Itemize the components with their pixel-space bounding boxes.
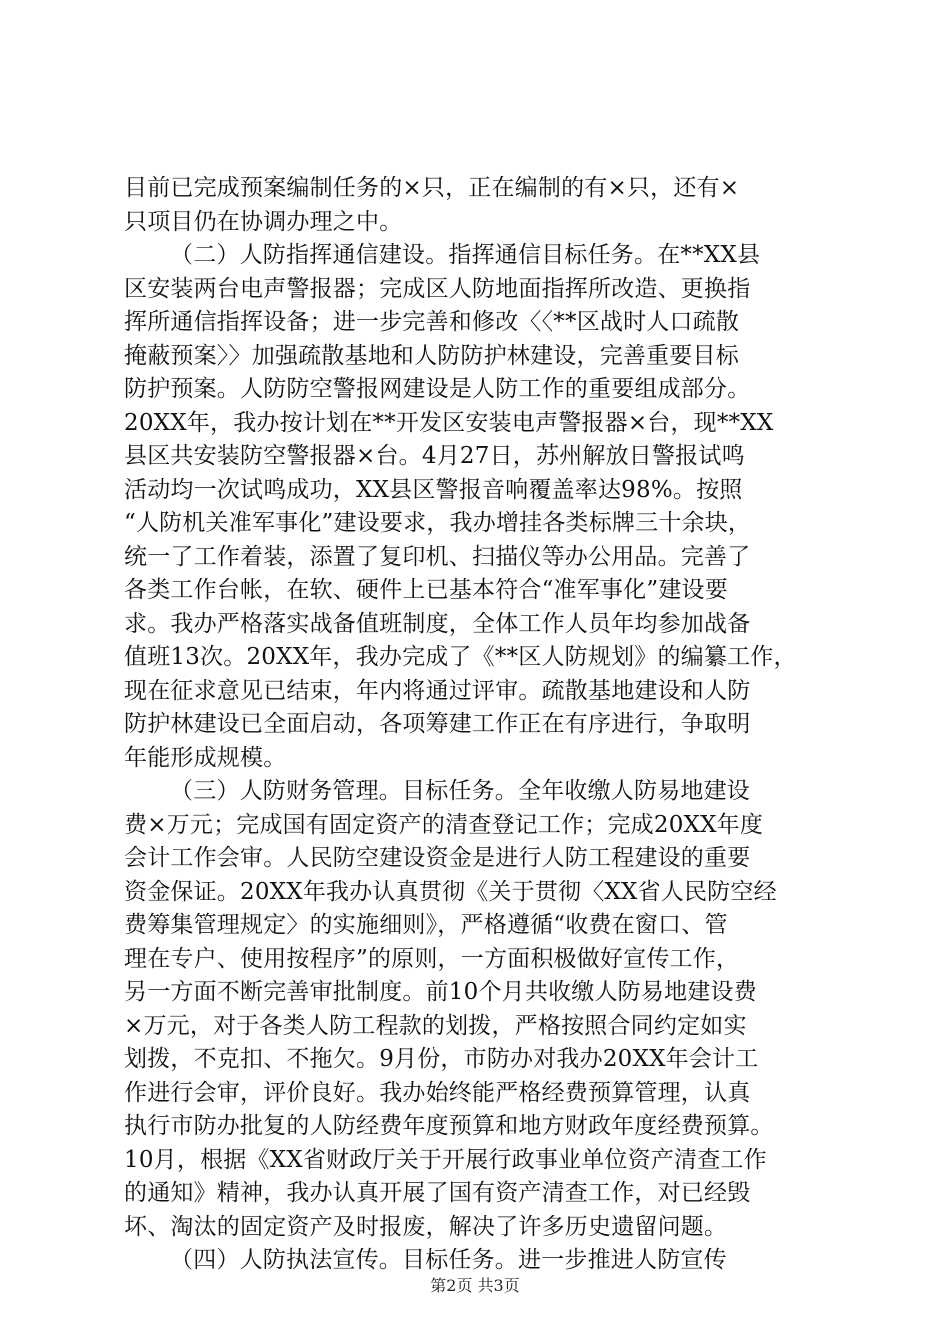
text-line: 现在征求意见已结束，年内将通过评审。疏散基地建设和人防 bbox=[124, 677, 751, 704]
text-line: 作进行会审，评价良好。我办始终能严格经费预算管理，认真 bbox=[124, 1079, 751, 1106]
text-line: 目前已完成预案编制任务的×只，正在编制的有×只，还有× bbox=[124, 175, 740, 201]
text-line: 求。我办严格落实战备值班制度，全体工作人员年均参加战备 bbox=[124, 610, 751, 637]
text-line: 值班13次。20XX年，我办完成了《**区人防规划》的编纂工作， bbox=[124, 644, 797, 670]
page-footer: 第2页 共3页 bbox=[430, 1276, 520, 1295]
text-line: 活动均一次试鸣成功，XX县区警报音响覆盖率达98%。按照 bbox=[124, 476, 743, 503]
text-line: 划拨，不克扣、不拖欠。9月份，市防办对我办20XX年会计工 bbox=[124, 1046, 759, 1072]
text-line: 资金保证。20XX年我办认真贯彻《关于贯彻〈XX省人民防空经 bbox=[124, 878, 777, 905]
text-line: 防护林建设已全面启动，各项筹建工作正在有序进行，争取明 bbox=[124, 711, 751, 737]
text-line: 20XX年，我办按计划在**开发区安装电声警报器×台，现**XX bbox=[124, 409, 774, 436]
text-line: 年能形成规模。 bbox=[124, 744, 287, 771]
text-line: ×万元，对于各类人防工程款的划拨，严格按照合同约定如实 bbox=[124, 1012, 747, 1039]
text-line: 掩蔽预案〉〉加强疏散基地和人防防护林建设，完善重要目标 bbox=[124, 342, 739, 369]
document-body bbox=[124, 172, 844, 1278]
text-line: 10月，根据《XX省财政厅关于开展行政事业单位资产清查工作 bbox=[124, 1146, 767, 1173]
text-line: 县区共安装防空警报器×台。4月27日，苏州解放日警报试鸣 bbox=[124, 443, 745, 469]
text-line: 统一了工作着装，添置了复印机、扫描仪等办公用品。完善了 bbox=[124, 543, 751, 570]
text-line: 另一方面不断完善审批制度。前10个月共收缴人防易地建设费 bbox=[124, 979, 757, 1005]
text-line: 执行市防办批复的人防经费年度预算和地方财政年度经费预算。 bbox=[124, 1113, 774, 1139]
paragraph-first-line: （二）人防指挥通信建设。指挥通信目标任务。在**XX县 bbox=[170, 242, 761, 268]
text-line: “人防机关准军事化”建设要求，我办增挂各类标牌三十余块， bbox=[124, 510, 752, 536]
text-line: 各类工作台帐，在软、硬件上已基本符合“准军事化”建设要 bbox=[124, 577, 728, 603]
text-line: 费×万元；完成国有固定资产的清查登记工作；完成20XX年度 bbox=[124, 811, 764, 838]
text-line: 区安装两台电声警报器；完成区人防地面指挥所改造、更换指 bbox=[124, 275, 751, 302]
text-line: 只项目仍在协调办理之中。 bbox=[124, 208, 403, 235]
paragraph-first-line: （三）人防财务管理。目标任务。全年收缴人防易地建设 bbox=[170, 778, 750, 804]
text-line: 挥所通信指挥设备；进一步完善和修改〈〈**区战时人口疏散 bbox=[124, 309, 740, 335]
text-line: 会计工作会审。人民防空建设资金是进行人防工程建设的重要 bbox=[124, 845, 751, 871]
text-line: 坏、淘汰的固定资产及时报废，解决了许多历史遗留问题。 bbox=[124, 1213, 728, 1240]
text-line: 理在专户、使用按程序”的原则，一方面积极做好宣传工作， bbox=[124, 945, 740, 972]
text-line: 的通知》精神，我办认真开展了国有资产清查工作，对已经毁 bbox=[124, 1180, 751, 1206]
text-line: 费筹集管理规定〉的实施细则》，严格遵循“收费在窗口、管 bbox=[124, 912, 728, 938]
paragraph-first-line: （四）人防执法宣传。目标任务。进一步推进人防宣传 bbox=[170, 1247, 727, 1273]
text-line: 防护预案。人防防空警报网建设是人防工作的重要组成部分。 bbox=[124, 376, 751, 402]
